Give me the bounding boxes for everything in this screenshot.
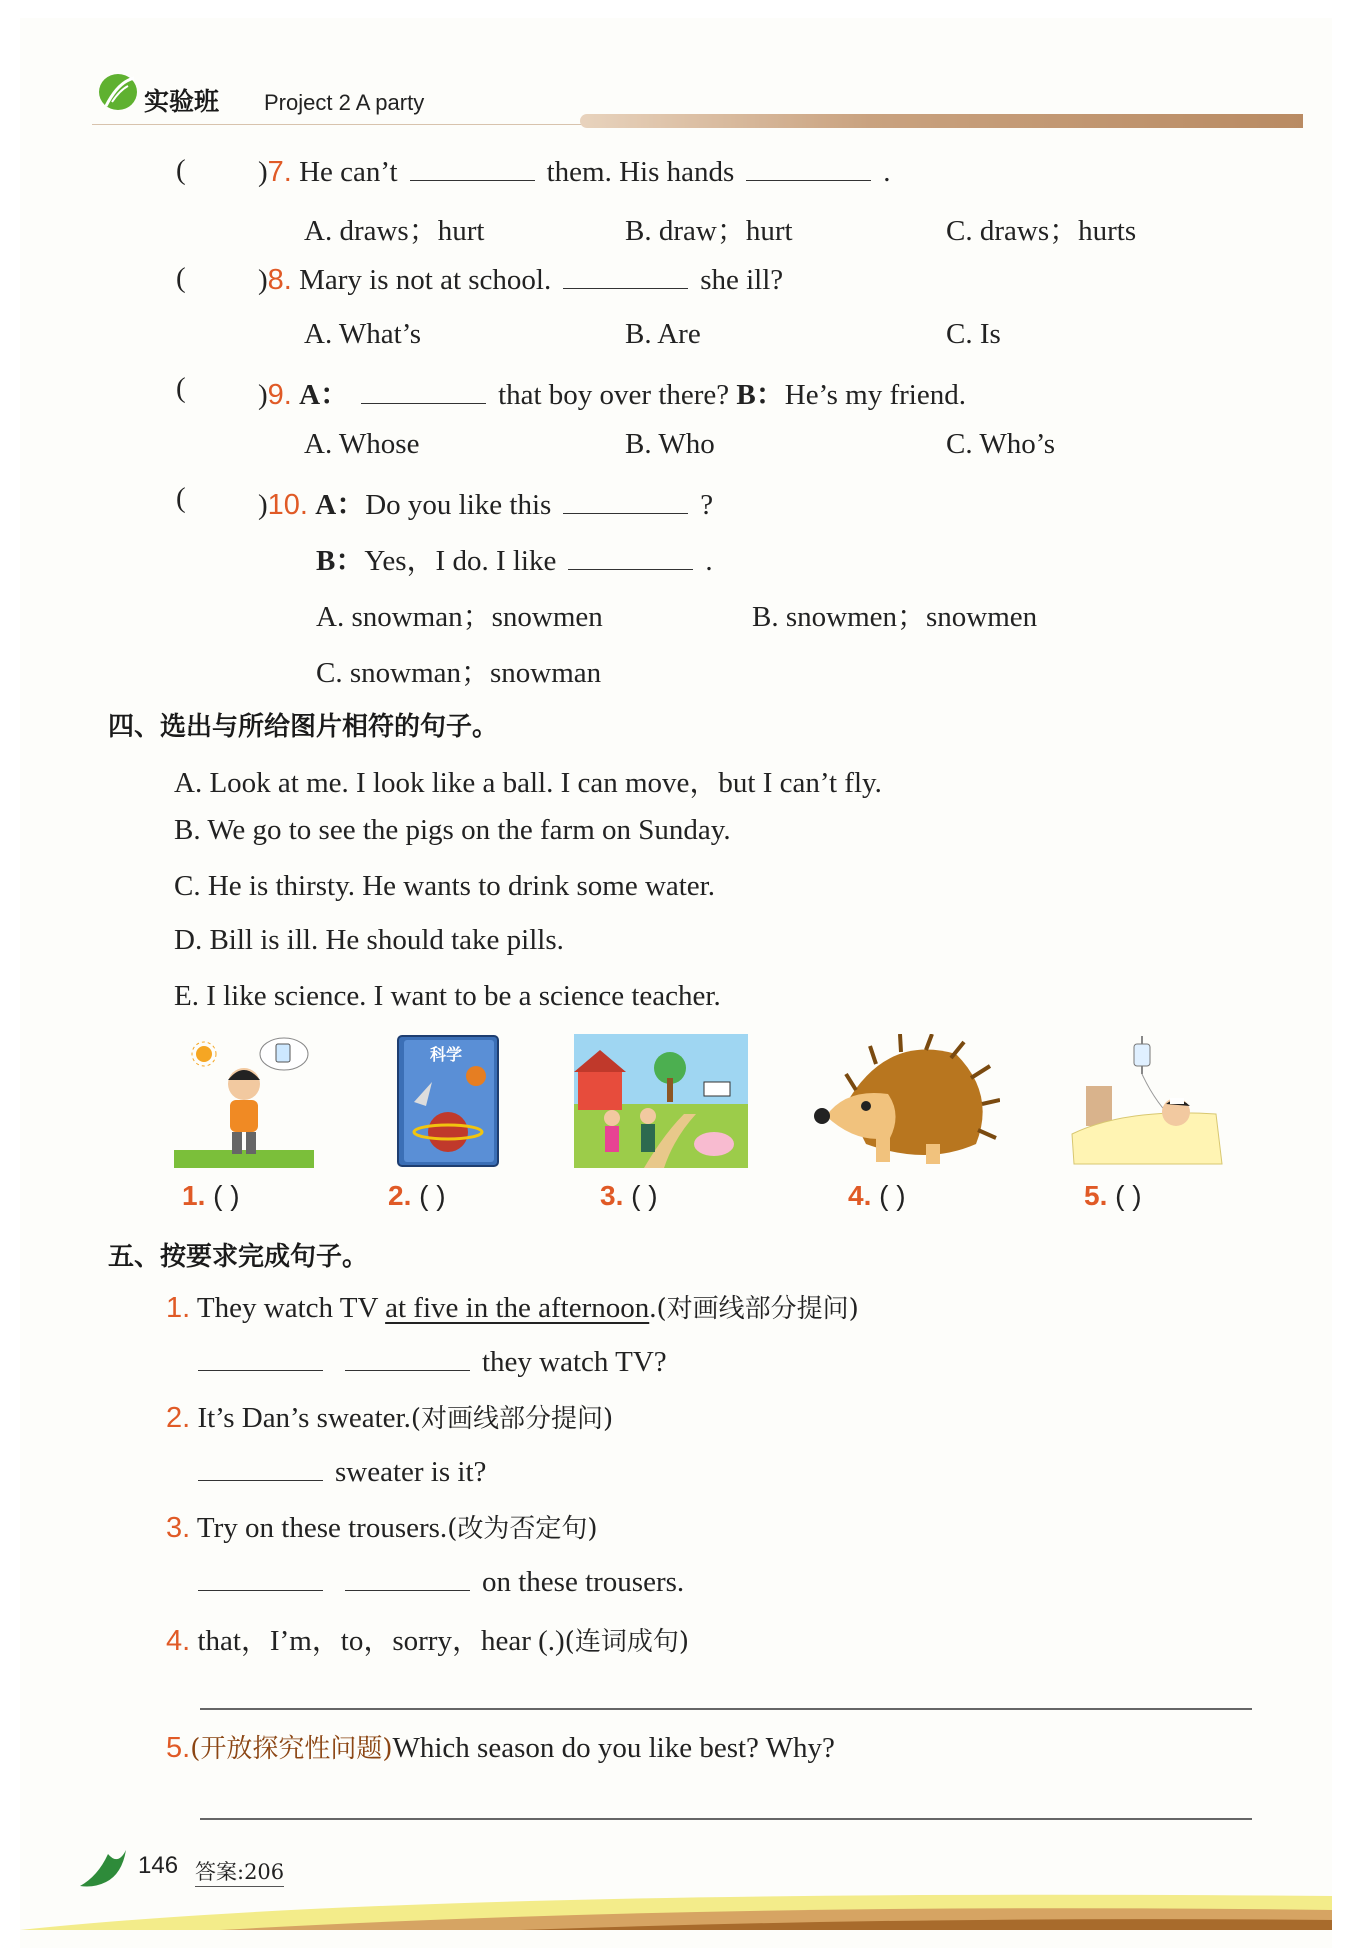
q9-speaker-b: B： (736, 379, 785, 411)
section4-option-a: A. Look at me. I look like a ball. I can move，but I can’t fly. (174, 767, 882, 799)
s5-q1 (166, 1288, 859, 1325)
q10-blank-2[interactable] (568, 543, 693, 570)
section4-option-b: B. We go to see the pigs on the farm on Sunday. (174, 814, 731, 846)
s5-q1-blank-2[interactable] (345, 1344, 470, 1371)
q10-close-paren: ) (258, 489, 268, 521)
s5-q2-answer (198, 1454, 486, 1489)
pic4-paren: ( ) (879, 1180, 906, 1211)
page-number: 146 (138, 1852, 179, 1879)
q9-number: 9. (267, 379, 292, 411)
q8-number: 8. (267, 264, 292, 296)
s5-q2 (166, 1398, 613, 1435)
s5-q5-text: Which season do you like best? Why? (392, 1732, 835, 1764)
s5-q4-number: 4. (166, 1625, 191, 1657)
q7-text-pre: He can’t (299, 156, 398, 188)
s5-q4-answer-line[interactable] (200, 1708, 1252, 1710)
pic1-number: 1. (182, 1180, 206, 1211)
q10-option-c[interactable]: C. snowman；snowman (316, 657, 602, 689)
s5-q3-blank-2[interactable] (345, 1564, 470, 1591)
header-bar (580, 114, 1303, 128)
pic3-paren: ( ) (631, 1180, 658, 1211)
s5-q3-note: (改为否定句) (447, 1514, 598, 1544)
pic4-answer[interactable] (848, 1180, 906, 1212)
q9-close-paren: ) (258, 379, 268, 411)
section4-option-e: E. I like science. I want to be a science teacher. (174, 980, 721, 1012)
q8-text-post: she ill? (700, 264, 784, 296)
section5-title: 五、按要求完成句子。 (108, 1242, 369, 1272)
q9-option-b[interactable]: B. Who (625, 428, 715, 460)
q7-close-paren: ) (258, 156, 268, 188)
s5-q5-number: 5. (166, 1732, 191, 1764)
s5-q4 (166, 1618, 689, 1659)
q7-text-post: . (883, 156, 891, 188)
s5-q2-note: (对画线部分提问) (410, 1404, 614, 1434)
q8-option-c[interactable]: C. Is (946, 318, 1001, 350)
s5-q2-blank[interactable] (198, 1454, 323, 1481)
q7-blank-2[interactable] (746, 154, 871, 181)
s5-q3-text: Try on these trousers. (196, 1512, 448, 1544)
q7-blank-1[interactable] (410, 154, 535, 181)
q8-line (258, 262, 783, 297)
q9-text-mid: that boy over there? (498, 379, 730, 411)
q10-option-a[interactable]: A. snowman；snowmen (316, 601, 603, 633)
section4-option-d: D. Bill is ill. He should take pills. (174, 924, 564, 956)
q9-text-post: He’s my friend. (784, 379, 966, 411)
s5-q1-text-pre: They watch TV (196, 1292, 386, 1324)
pic5-paren: ( ) (1115, 1180, 1142, 1211)
q10-text-line2: Yes，I do. I like (364, 545, 557, 577)
q8-close-paren: ) (258, 264, 268, 296)
q7-line (258, 154, 891, 189)
pic5-answer[interactable] (1084, 1180, 1142, 1212)
header-divider (92, 124, 582, 125)
q10-open-paren: ( (176, 482, 186, 514)
science-book-picture (392, 1032, 504, 1172)
pic1-answer[interactable] (182, 1180, 240, 1212)
pic2-paren: ( ) (419, 1180, 446, 1211)
q9-speaker-a: A： (299, 379, 350, 411)
q7-option-c[interactable]: C. draws；hurts (946, 215, 1137, 247)
s5-q3 (166, 1508, 597, 1545)
q10-text-post2: . (705, 545, 713, 577)
pic3-number: 3. (600, 1180, 624, 1211)
pic5-number: 5. (1084, 1180, 1108, 1211)
q8-blank[interactable] (563, 262, 688, 289)
leaf-footer-icon (78, 1846, 128, 1890)
s5-q5-answer-line[interactable] (200, 1818, 1252, 1820)
sick-boy-picture (1066, 1034, 1226, 1170)
q7-text-mid: them. His hands (546, 156, 735, 188)
pic1-paren: ( ) (213, 1180, 240, 1211)
leaf-logo-icon (98, 72, 138, 112)
pic2-answer[interactable] (388, 1180, 446, 1212)
q7-option-b[interactable]: B. draw；hurt (625, 215, 793, 247)
q8-open-paren: ( (176, 262, 186, 294)
s5-q5 (166, 1728, 835, 1765)
q10-option-b[interactable]: B. snowmen；snowmen (752, 601, 1038, 633)
footer-band (20, 1888, 1332, 1930)
s5-q2-number: 2. (166, 1402, 191, 1434)
q8-text-pre: Mary is not at school. (299, 264, 552, 296)
q9-line (258, 372, 966, 413)
s5-q1-underlined: at five in the afternoon (385, 1292, 650, 1324)
s5-q1-note: (对画线部分提问) (656, 1294, 859, 1324)
s5-q3-number: 3. (166, 1512, 191, 1544)
q9-option-c[interactable]: C. Who’s (946, 428, 1056, 460)
section4-title: 四、选出与所给图片相符的句子。 (108, 712, 499, 742)
section4-option-c: C. He is thirsty. He wants to drink some water. (174, 870, 715, 902)
s5-q1-answer (198, 1344, 667, 1379)
q10-number: 10. (267, 489, 308, 521)
q10-text-post: ? (700, 489, 714, 521)
q7-option-a[interactable]: A. draws；hurt (304, 215, 485, 247)
project-title: Project 2 A party (264, 90, 425, 115)
thirsty-boy-picture (172, 1032, 317, 1170)
brand-title: 实验班 (144, 87, 220, 116)
farm-pigs-picture (574, 1034, 748, 1168)
pic4-number: 4. (848, 1180, 872, 1211)
q9-blank[interactable] (361, 377, 486, 404)
s5-q4-note: (连词成句) (564, 1627, 689, 1657)
q7-open-paren: ( (176, 154, 186, 186)
answer-reference: 答案:206 (195, 1856, 284, 1887)
pic2-number: 2. (388, 1180, 412, 1211)
s5-q1-number: 1. (166, 1292, 191, 1324)
q8-option-a[interactable]: A. What’s (304, 318, 422, 350)
s5-q3-answer (198, 1564, 684, 1599)
s5-q3-blank-1[interactable] (198, 1564, 323, 1591)
q10-speaker-a: A： (315, 489, 366, 521)
pic3-answer[interactable] (600, 1180, 658, 1212)
s5-q1-text-post: . (649, 1292, 657, 1324)
s5-q1-blank-1[interactable] (198, 1344, 323, 1371)
s5-q2-text: It’s Dan’s sweater. (197, 1402, 411, 1434)
s5-q1-answer-post: they watch TV? (482, 1346, 667, 1378)
q10-line-2 (316, 538, 713, 579)
q10-blank-1[interactable] (563, 487, 688, 514)
q9-open-paren: ( (176, 372, 186, 404)
s5-q3-answer-post: on these trousers. (482, 1566, 685, 1598)
s5-q2-answer-post: sweater is it? (335, 1456, 487, 1488)
q7-number: 7. (267, 156, 292, 188)
q10-text-pre: Do you like this (365, 489, 552, 521)
book-label: 科学 (430, 1045, 463, 1064)
s5-q4-text: that，I’m，to，sorry，hear (.) (197, 1625, 565, 1657)
q10-line (258, 482, 713, 523)
s5-q5-note: (开放探究性问题) (190, 1734, 393, 1764)
q10-speaker-b: B： (316, 545, 365, 577)
q9-option-a[interactable]: A. Whose (304, 428, 420, 460)
hedgehog-picture (806, 1034, 1000, 1170)
q8-option-b[interactable]: B. Are (625, 318, 701, 350)
